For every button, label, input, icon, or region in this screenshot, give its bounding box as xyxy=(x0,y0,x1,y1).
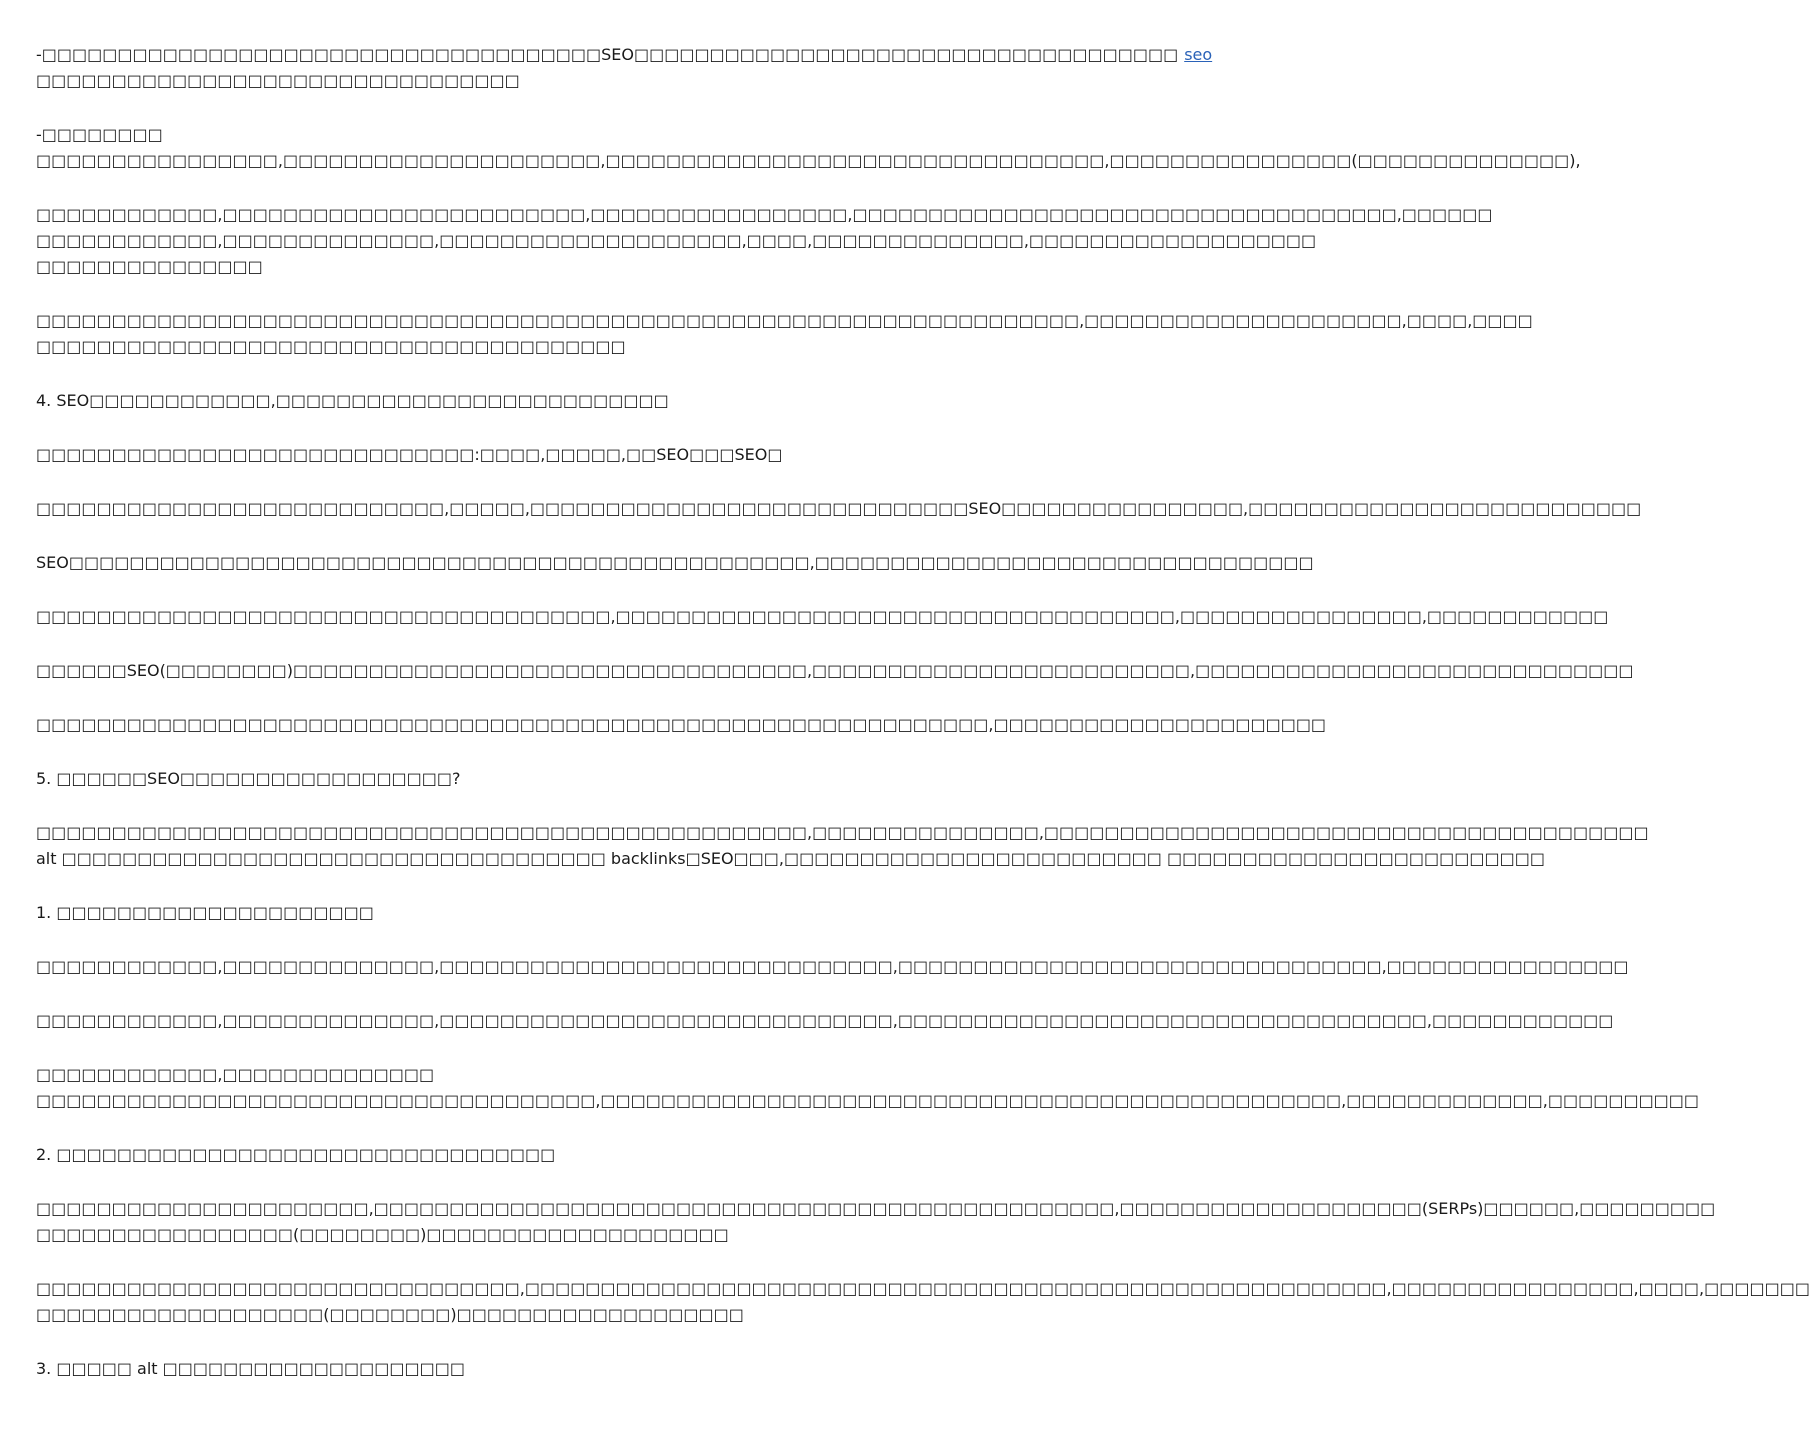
line-text: □□□□□□□□□□□□□□□□,□□□□□□□□□□□□□□□□□□□□□,□□□□□□□□□□□□□□□□□□□□□□□□□□□□□□□□□,□□□□□□□□□□□□□□□□(□□□□□□□□□□□□□□), xyxy=(36,151,1581,170)
line-text: □□□□□□□□□□□□□□□□□□□(□□□□□□□□)□□□□□□□□□□□□□□□□□□□ xyxy=(36,1305,744,1324)
text-line xyxy=(36,254,990,280)
text-line xyxy=(36,202,1493,228)
text-line xyxy=(36,712,1327,738)
line-text: □□□□□□□□□□□□,□□□□□□□□□□□□□□,□□□□□□□□□□□□□□□□□□□□,□□□□,□□□□□□□□□□□□□□,□□□□□□□□□□□□□□□□□□□ xyxy=(36,231,1317,250)
text-line xyxy=(36,900,990,926)
paragraph xyxy=(36,1356,990,1382)
text-line xyxy=(36,604,1609,630)
text-line xyxy=(36,1356,990,1382)
paragraph xyxy=(36,712,1327,738)
text-line xyxy=(36,1196,1716,1222)
line-text: 3. □□□□□ alt □□□□□□□□□□□□□□□□□□□□ xyxy=(36,1359,465,1378)
line-text: -□□□□□□□□ xyxy=(36,125,163,144)
text-line xyxy=(36,228,1317,254)
paragraph xyxy=(36,1142,990,1168)
text-line xyxy=(36,1062,990,1088)
line-text: □□□□□□□□□□□□□□□□□□□□□□□□□□□□□□□□□□□□□,□□□□□□□□□□□□□□□□□□□□□□□□□□□□□□□□□□□□□□□□□□□□□□□□□,□□□□□□□□□□□□□,□□□□□□□□□□ xyxy=(36,1091,1700,1110)
line-text: □□□□□□□□□□□□□□□□□□□□□□,□□□□□□□□□□□□□□□□□□□□□□□□□□□□□□□□□□□□□□□□□□□□□□□□□,□□□□□□□□□□□□□□□□□□□□(SERPs)□□□□□□,□□□□□□□□□ xyxy=(36,1199,1716,1218)
line-text: □□□□□□□□□□□□□□□□□□□□□□□□□□□□□□□□□□□□□□□□□□□□□□□□□□□,□□□□□□□□□□□□□□□,□□□□□□□□□□□□□□□□□□□□□□□□□□□□□□□□□□□□□□□□ xyxy=(36,823,1649,842)
paragraph xyxy=(36,308,1533,360)
paragraph xyxy=(36,1062,1700,1114)
text-line xyxy=(36,820,1649,846)
line-text: □□□□□□□□□□□□,□□□□□□□□□□□□□□,□□□□□□□□□□□□□□□□□□□□□□□□□□□□□□,□□□□□□□□□□□□□□□□□□□□□□□□□□□□□□□□□□□,□□□□□□□□□□□□ xyxy=(36,1011,1614,1030)
text-line xyxy=(36,308,1533,334)
text-line xyxy=(36,42,1213,68)
paragraph xyxy=(36,900,990,926)
text-line xyxy=(36,766,990,792)
text-line xyxy=(36,1222,990,1248)
line-text: □□□□□□□□□□□□□□□□□□□□□□□□□□□,□□□□□,□□□□□□□□□□□□□□□□□□□□□□□□□□□□□SEO□□□□□□□□□□□□□□□□,□□□□□□□□□□□□□□□□□□□□□□□□□□ xyxy=(36,499,1642,518)
line-text: SEO□□□□□□□□□□□□□□□□□□□□□□□□□□□□□□□□□□□□□□□□□□□□□□□□□,□□□□□□□□□□□□□□□□□□□□□□□□□□□□□□□□□ xyxy=(36,553,1314,572)
paragraph xyxy=(36,658,1634,684)
line-text: 4. SEO□□□□□□□□□□□□,□□□□□□□□□□□□□□□□□□□□□□□□□□ xyxy=(36,391,669,410)
line-text: 5. □□□□□□SEO□□□□□□□□□□□□□□□□□□? xyxy=(36,769,461,788)
document-body xyxy=(36,42,1810,1410)
paragraph xyxy=(36,820,1649,872)
text-line xyxy=(36,496,1642,522)
paragraph xyxy=(36,42,1213,94)
line-text: □□□□□□□□□□□□,□□□□□□□□□□□□□□ xyxy=(36,1065,435,1084)
line-text: -□□□□□□□□□□□□□□□□□□□□□□□□□□□□□□□□□□□□□SEO□□□□□□□□□□□□□□□□□□□□□□□□□□□□□□□□□□□□ xyxy=(36,45,1179,64)
line-text: □□□□□□□□□□□□□□□□□□□□□□□□□□□□□□□□ xyxy=(36,71,520,90)
line-text: □□□□□□□□□□□□□□□□□□□□□□□□□□□□□:□□□□,□□□□□,□□SEO□□□SEO□ xyxy=(36,445,783,464)
paragraph xyxy=(36,122,1581,174)
text-line xyxy=(36,550,1314,576)
paragraph xyxy=(36,604,1609,630)
text-line xyxy=(36,388,990,414)
paragraph xyxy=(36,766,990,792)
text-line xyxy=(36,658,1634,684)
text-line xyxy=(36,148,1581,174)
line-text: alt □□□□□□□□□□□□□□□□□□□□□□□□□□□□□□□□□□□□ backlinks□SEO□□□,□□□□□□□□□□□□□□□□□□□□□□□□□ □□□□□□□□□□□□□□□□□□□□□□□□□ xyxy=(36,849,1545,868)
line-text: □□□□□□□□□□□□□□□□□(□□□□□□□□)□□□□□□□□□□□□□□□□□□□□ xyxy=(36,1225,729,1244)
line-text: 1. □□□□□□□□□□□□□□□□□□□□□ xyxy=(36,903,374,922)
paragraph xyxy=(36,1196,1716,1248)
text-line xyxy=(36,1008,1614,1034)
line-text: □□□□□□□□□□□□□□□□□□□□□□□□□□□□□□□□,□□□□□□□□□□□□□□□□□□□□□□□□□□□□□□□□□□□□□□□□□□□□□□□□□□□□□□□□□,□□□□□□□□□□□□□□□□,□□□□,□□□□□□□ xyxy=(36,1279,1810,1298)
paragraph xyxy=(36,954,1629,980)
line-text: □□□□□□SEO(□□□□□□□□)□□□□□□□□□□□□□□□□□□□□□□□□□□□□□□□□□□,□□□□□□□□□□□□□□□□□□□□□□□□□,□□□□□□□□□□□□□□□□□□□□□□□□□□□□□ xyxy=(36,661,1634,680)
paragraph xyxy=(36,496,1642,522)
paragraph xyxy=(36,550,1314,576)
line-text: □□□□□□□□□□□□□□□□□□□□□□□□□□□□□□□□□□□□□□□□□□□□□□□□□□□□□□□□□□□□□□□,□□□□□□□□□□□□□□□□□□□□□□ xyxy=(36,715,1327,734)
seo-link[interactable]: seo xyxy=(1184,45,1213,64)
paragraph xyxy=(36,202,1493,280)
text-line xyxy=(36,954,1629,980)
text-line xyxy=(36,1088,1700,1114)
text-line xyxy=(36,1142,990,1168)
line-text: □□□□□□□□□□□□□□□□□□□□□□□□□□□□□□□□□□□□□□□□□□□□□□□□□□□□□□□□□□□□□□□□□□□□□,□□□□□□□□□□□□□□□□□□□□□,□□□□,□□□□ xyxy=(36,311,1533,330)
line-text: □□□□□□□□□□□□,□□□□□□□□□□□□□□□□□□□□□□□□,□□□□□□□□□□□□□□□□□,□□□□□□□□□□□□□□□□□□□□□□□□□□□□□□□□□□□□,□□□□□□ xyxy=(36,205,1493,224)
line-text: □□□□□□□□□□□□□□□□□□□□□□□□□□□□□□□□□□□□□□,□□□□□□□□□□□□□□□□□□□□□□□□□□□□□□□□□□□□□,□□□□□□□□□□□□□□□□,□□□□□□□□□□□□ xyxy=(36,607,1609,626)
text-line xyxy=(36,334,990,360)
text-line xyxy=(36,442,990,468)
line-text: □□□□□□□□□□□□,□□□□□□□□□□□□□□,□□□□□□□□□□□□□□□□□□□□□□□□□□□□□□,□□□□□□□□□□□□□□□□□□□□□□□□□□□□□□□□,□□□□□□□□□□□□□□□□ xyxy=(36,957,1629,976)
line-text: □□□□□□□□□□□□□□□□□□□□□□□□□□□□□□□□□□□□□□□ xyxy=(36,337,626,356)
paragraph xyxy=(36,1276,1810,1328)
text-line xyxy=(36,1302,990,1328)
text-line xyxy=(36,846,1545,872)
line-text: 2. □□□□□□□□□□□□□□□□□□□□□□□□□□□□□□□□□ xyxy=(36,1145,556,1164)
paragraph xyxy=(36,442,990,468)
paragraph xyxy=(36,1008,1614,1034)
text-line xyxy=(36,122,990,148)
line-text: □□□□□□□□□□□□□□□ xyxy=(36,257,263,276)
paragraph xyxy=(36,388,990,414)
text-line xyxy=(36,68,990,94)
text-line xyxy=(36,1276,1810,1302)
